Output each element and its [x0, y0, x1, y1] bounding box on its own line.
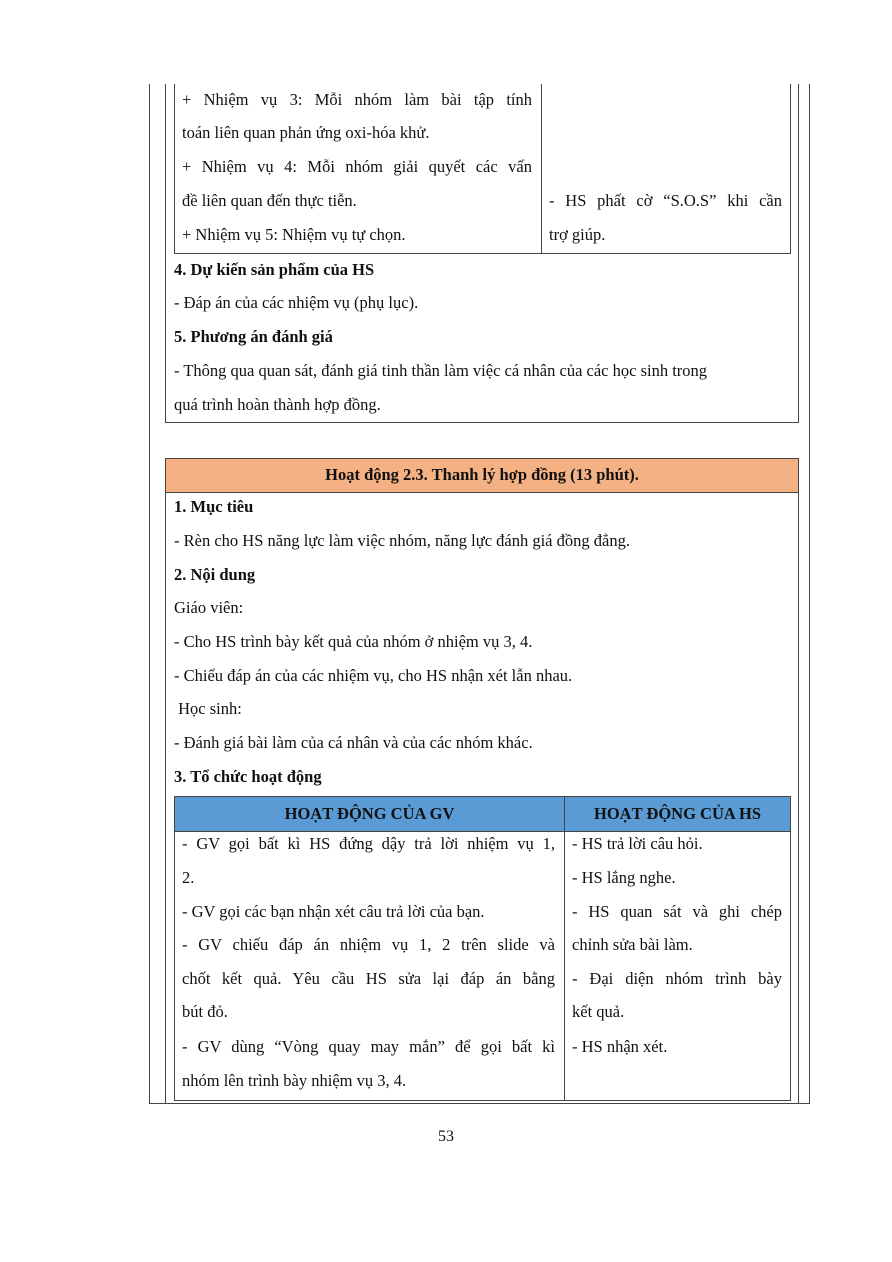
- activity-2-3-title: Hoạt động 2.3. Thanh lý hợp đồng (13 phút).: [166, 459, 798, 493]
- text-objective: - Rèn cho HS năng lực làm việc nhóm, năng lực đánh giá đồng đẳng.: [174, 531, 630, 550]
- heading-product: 4. Dự kiến sản phẩm của HS: [174, 260, 375, 279]
- heading-organization: 3. Tổ chức hoạt động: [174, 767, 322, 786]
- text-student-1: - Đánh giá bài làm của cá nhân và của các nhóm khác.: [174, 733, 533, 752]
- student-activity-line: - HS lắng nghe.: [572, 868, 676, 887]
- text-evaluation-1: - Thông qua quan sát, đánh giá tinh thần làm việc cá nhân của các học sinh trong: [174, 361, 708, 380]
- header-teacher-activity: HOẠT ĐỘNG CỦA GV: [284, 804, 455, 823]
- teacher-activity-line: - GV gọi bất kì HS đứng dậy trả lời nhiệm vụ 1,: [182, 834, 555, 853]
- table-header: [175, 797, 790, 832]
- heading-content: 2. Nội dung: [174, 565, 256, 584]
- table-right-line: - HS phất cờ “S.O.S” khi cần: [549, 191, 782, 210]
- table-left-line: + Nhiệm vụ 4: Mỗi nhóm giải quyết các vấn: [182, 157, 532, 176]
- teacher-activity-line: - GV dùng “Vòng quay may mắn” để gọi bất kì: [182, 1037, 555, 1056]
- text-evaluation-2: quá trình hoàn thành hợp đồng.: [174, 395, 381, 414]
- page-number: 53: [438, 1128, 454, 1145]
- student-activity-line: chỉnh sửa bài làm.: [572, 935, 693, 954]
- student-activity-line: - Đại diện nhóm trình bày: [572, 969, 782, 988]
- teacher-activity-line: bút đỏ.: [182, 1002, 228, 1021]
- teacher-activity-line: - GV gọi các bạn nhận xét câu trả lời của bạn.: [182, 902, 485, 921]
- label-teacher: Giáo viên:: [174, 598, 244, 617]
- teacher-activity-line: chốt kết quả. Yêu cầu HS sửa lại đáp án bằng: [182, 969, 555, 988]
- heading-objective: 1. Mục tiêu: [174, 497, 254, 516]
- student-activity-line: - HS quan sát và ghi chép: [572, 902, 782, 921]
- table-left-line: toán liên quan phản ứng oxi-hóa khử.: [182, 123, 430, 142]
- teacher-activity-line: nhóm lên trình bày nhiệm vụ 3, 4.: [182, 1071, 407, 1090]
- teacher-activity-line: 2.: [182, 868, 195, 887]
- column-divider: [564, 797, 565, 1100]
- heading-evaluation: 5. Phương án đánh giá: [174, 327, 333, 346]
- text-teacher-2: - Chiếu đáp án của các nhiệm vụ, cho HS nhận xét lẫn nhau.: [174, 666, 573, 685]
- label-student: Học sinh:: [174, 699, 242, 718]
- teacher-activity-line: - GV chiếu đáp án nhiệm vụ 1, 2 trên slide và: [182, 935, 555, 954]
- table-right-line: trợ giúp.: [549, 225, 606, 244]
- header-student-activity: HOẠT ĐỘNG CỦA HS: [593, 804, 761, 823]
- student-activity-line: kết quả.: [572, 1002, 625, 1021]
- table-left-line: đề liên quan đến thực tiễn.: [182, 191, 357, 210]
- student-activity-line: - HS nhận xét.: [572, 1037, 668, 1056]
- text-product: - Đáp án của các nhiệm vụ (phụ lục).: [174, 293, 419, 312]
- column-divider: [541, 84, 542, 253]
- student-activity-line: - HS trả lời câu hỏi.: [572, 834, 703, 853]
- table-left-line: + Nhiệm vụ 3: Mỗi nhóm làm bài tập tính: [182, 90, 532, 109]
- text-teacher-1: - Cho HS trình bày kết quả của nhóm ở nhiệm vụ 3, 4.: [174, 632, 533, 651]
- table-left-line: + Nhiệm vụ 5: Nhiệm vụ tự chọn.: [182, 225, 406, 244]
